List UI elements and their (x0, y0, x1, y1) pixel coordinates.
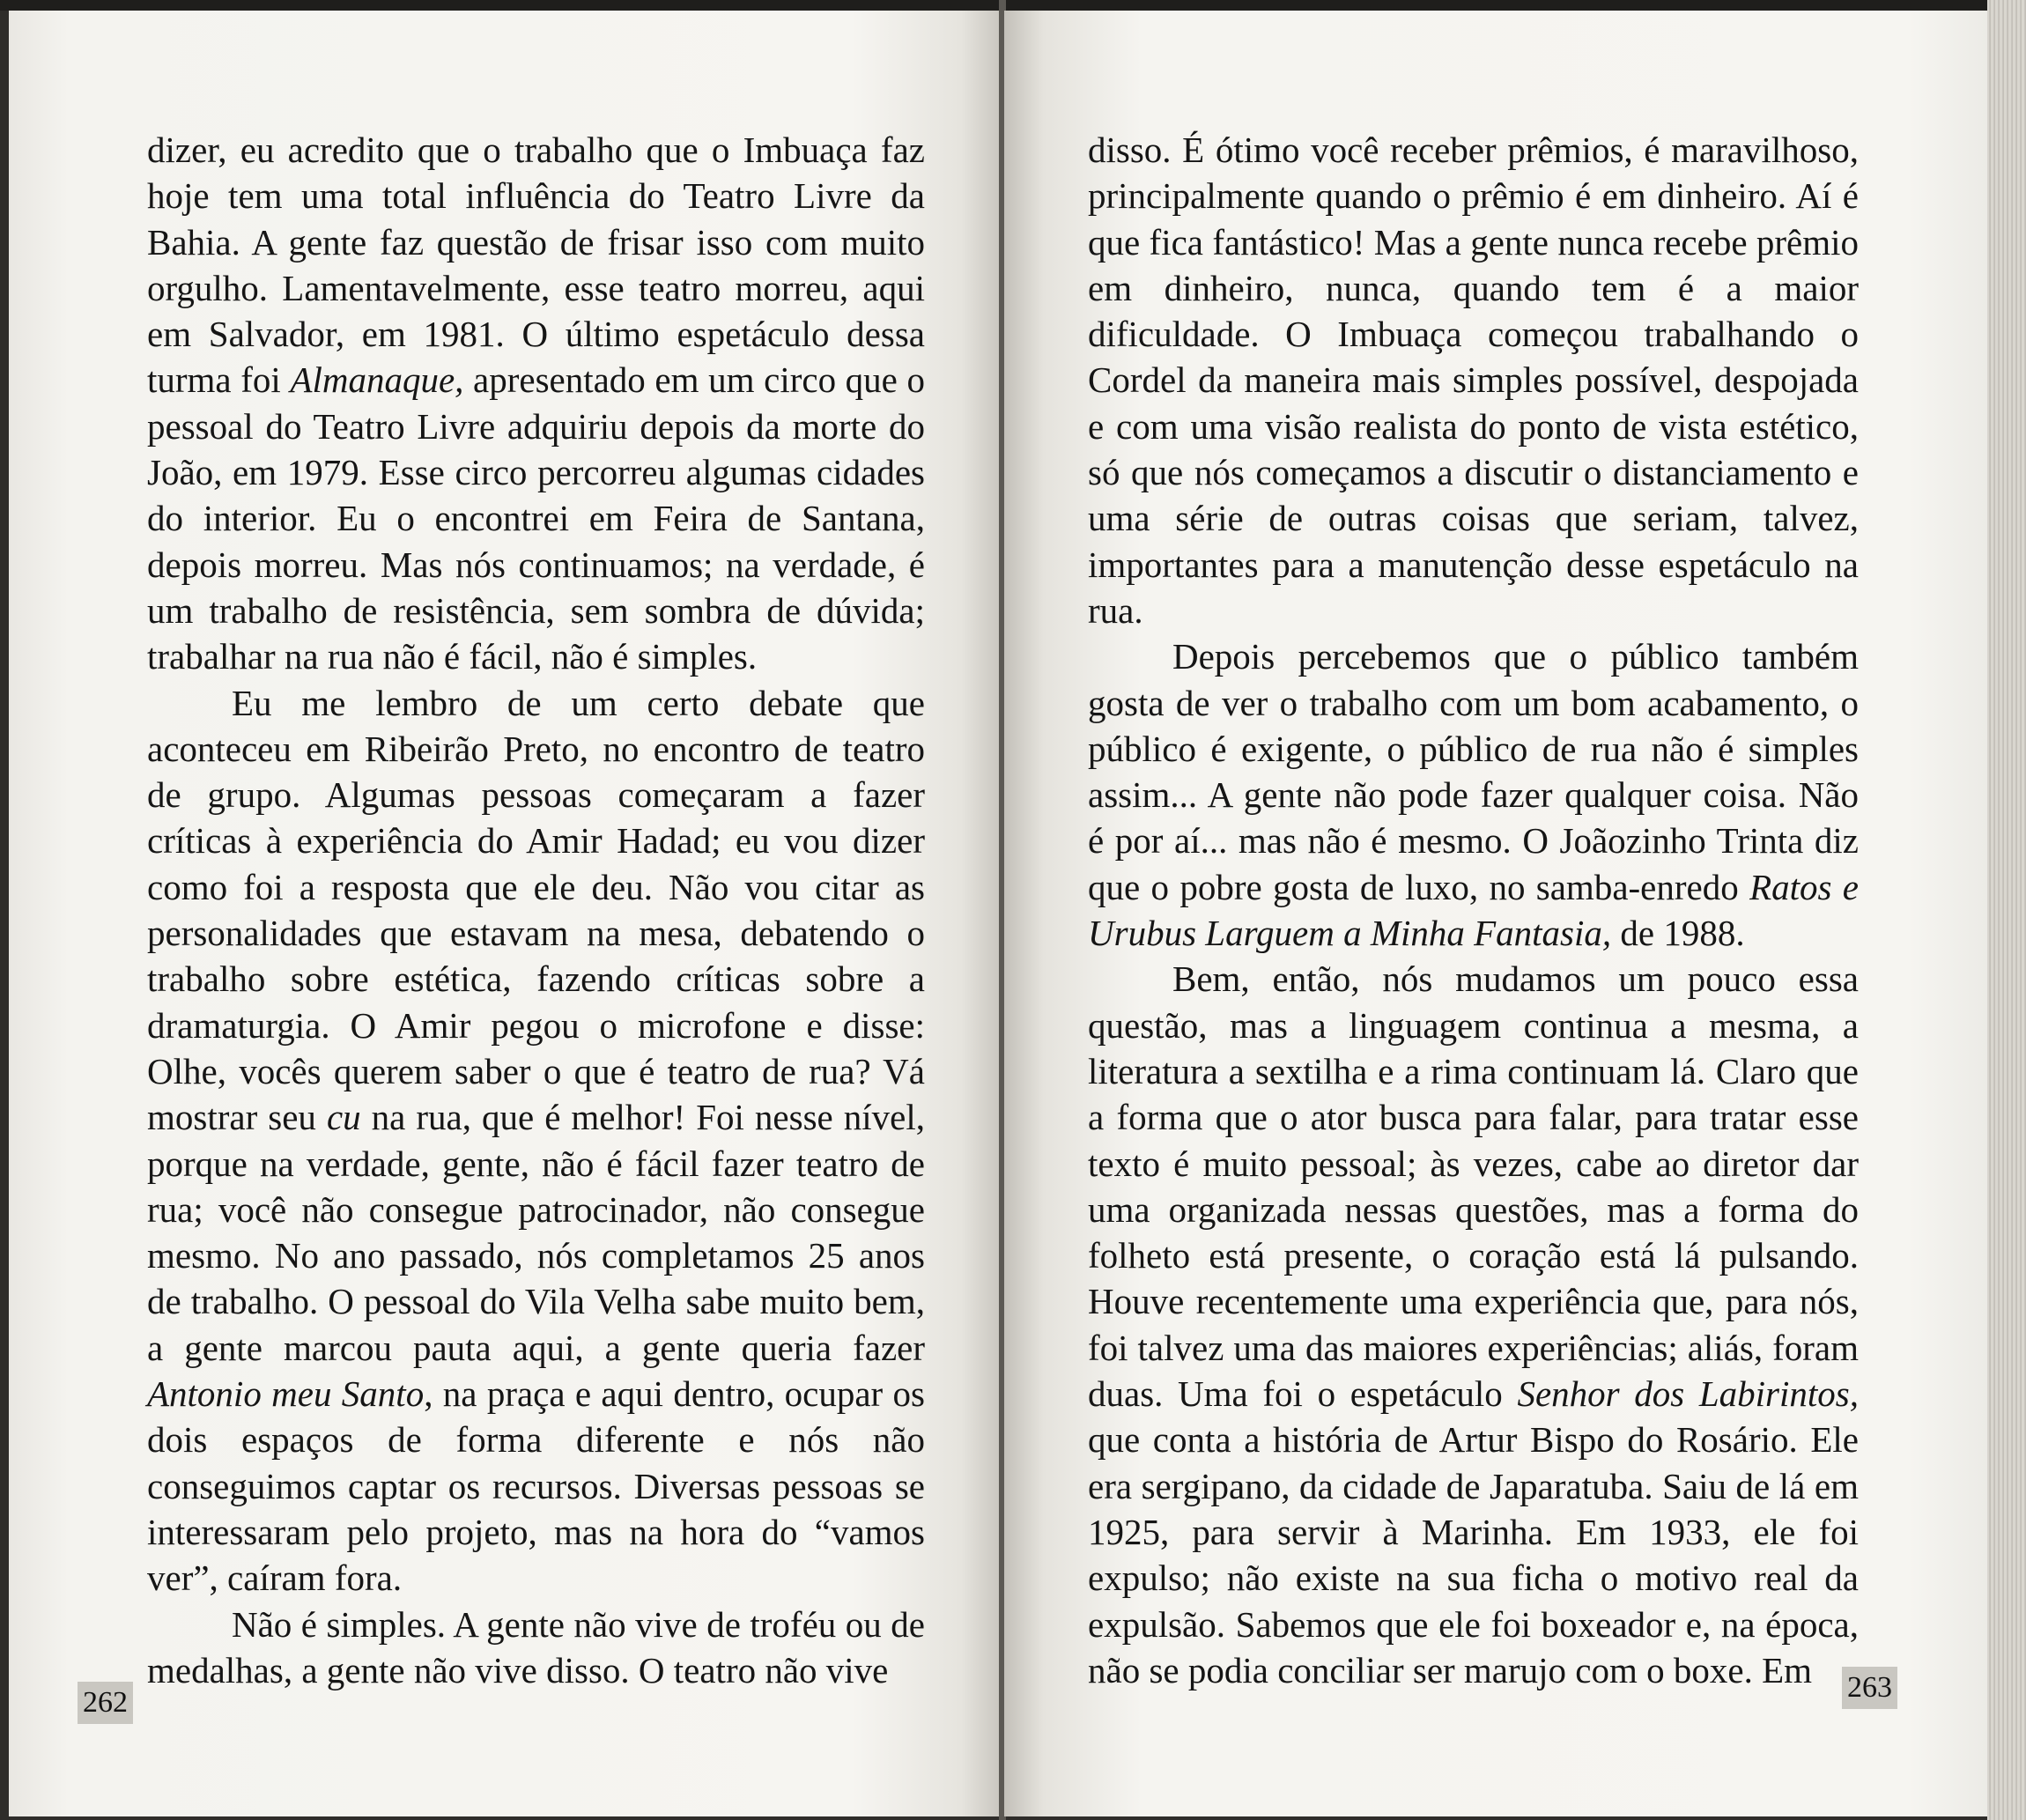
text-run: que conta a história de Artur Bispo do Rosário. Ele era sergipano, da cidade de Japaratuba. Saiu de lá em 1925, para servir à Marinha. Em 1933, ele foi expulso; não existe na sua ficha o motivo real da expulsão. Sabemos que ele foi boxeador e, na época, não se podia conciliar ser marujo com o boxe. Em (1088, 1419, 1859, 1691)
text-run: Não é simples. A gente não vive de troféu ou de medalhas, a gente não vive disso. O teatro não vive (147, 1603, 925, 1691)
paragraph (147, 1602, 925, 1694)
text-run: Eu me lembro de um certo debate que aconteceu em Ribeirão Preto, no encontro de teatro de grupo. Algumas pessoas começaram a fazer críticas à experiência do Amir Hadad; eu vou dizer como foi a resposta que ele deu. Não vou citar as personalidades que estavam na mesa, debatendo o trabalho sobre estética, fazendo críticas sobre a dramaturgia. O Amir pegou o microfone e disse: Olhe, vocês querem saber o que é teatro de rua? Vá mostrar seu (147, 682, 925, 1138)
text-run: Depois percebemos que o público também gosta de ver o trabalho com um bom acabamento, o público é exigente, o público de rua não é simples assim... A gente não pode fazer qualquer coisa. Não é por aí... mas não é mesmo. O Joãozinho Trinta diz que o pobre gosta de luxo, no samba-enredo (1088, 636, 1859, 907)
paragraph (147, 680, 925, 1602)
italic-title: Almanaque, (290, 359, 464, 401)
text-run: apresentado em um circo que o pessoal do Teatro Livre adquiriu depois da morte do João, em 1979. Esse circo percorreu algumas cidades do interior. Eu o encontrei em Feira de Santana, depois morreu. Mas nós continuamos; na verdade, é um trabalho de resistência, sem sombra de dúvida; trabalhar na rua não é fácil, não é simples. (147, 359, 925, 677)
page-number: 262 (78, 1682, 133, 1724)
text-run: , na praça e aqui dentro, ocupar os dois espaços de forma diferente e nós não conseguimos captar os recursos. Diversas pessoas se interessaram pelo projeto, mas na hora do “vamos ver”, caíram fora. (147, 1373, 926, 1599)
scan-top-border (0, 0, 2026, 11)
right-page-body (1088, 127, 1859, 1693)
page-number: 263 (1842, 1667, 1897, 1709)
italic-title: Ratos e Urubus Larguem a Minha Fantasia, (1088, 866, 1859, 954)
paragraph (1088, 956, 1859, 1693)
left-page-body (147, 127, 925, 1693)
italic-title: Senhor dos Labirintos, (1517, 1373, 1859, 1415)
italic-title: Antonio meu Santo (147, 1373, 425, 1415)
text-run: de 1988. (1611, 913, 1745, 954)
text-run: dizer, eu acredito que o trabalho que o Imbuaça faz hoje tem uma total influência do Teatro Livre da Bahia. A gente faz questão de frisar isso com muito orgulho. Lamentavelmente, esse teatro morreu, aqui em Salvador, em 1981. O último espetáculo dessa turma foi (147, 129, 925, 401)
italic-title: cu (326, 1097, 361, 1138)
paragraph (147, 127, 925, 680)
right-page (1004, 11, 1987, 1816)
text-run: disso. É ótimo você receber prêmios, é maravilhoso, principalmente quando o prêmio é em dinheiro. Aí é que fica fantástico! Mas a gente nunca recebe prêmio em dinheiro, nunca, quando tem é a maior dificuldade. O Imbuaça começou trabalhando o Cordel da maneira mais simples possível, despojada e com uma visão realista do ponto de vista estético, só que nós começamos a discutir o distanciamento e uma série de outras coisas que seriam, talvez, importantes para a manutenção desse espetáculo na rua. (1088, 129, 1859, 631)
left-page (9, 11, 1001, 1816)
paragraph (1088, 633, 1859, 956)
paragraph (1088, 127, 1859, 633)
text-run: na rua, que é melhor! Foi nesse nível, porque na verdade, gente, não é fácil fazer teatro de rua; você não consegue patrocinador, não consegue mesmo. No ano passado, nós completamos 25 anos de trabalho. O pessoal do Vila Velha sabe muito bem, a gente marcou pauta aqui, a gente queria fazer (147, 1097, 925, 1368)
page-edges (1987, 0, 2026, 1820)
text-run: Bem, então, nós mudamos um pouco essa questão, mas a linguagem continua a mesma, a literatura a sextilha e a rima continuam lá. Claro que a forma que o ator busca para falar, para tratar esse texto é muito pessoal; às vezes, cabe ao diretor dar uma organizada nessas questões, mas a forma do folheto está presente, o coração está lá pulsando. Houve recentemente uma experiência que, para nós, foi talvez uma das maiores experiências; aliás, foram duas. Uma foi o espetáculo (1088, 958, 1859, 1415)
